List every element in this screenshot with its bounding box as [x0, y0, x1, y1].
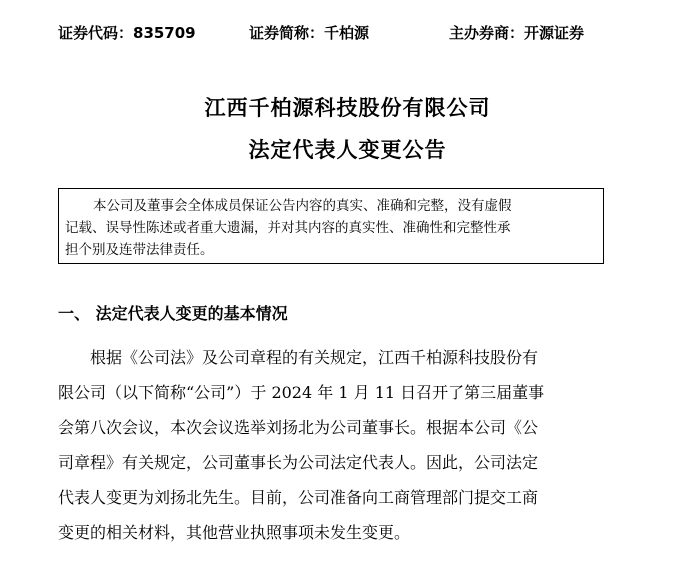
paragraph-line: 根据《公司法》及公司章程的有关规定，江西千柏源科技股份有	[90, 348, 539, 367]
paragraph-line: 限公司（以下简称“公司”）于 2024 年 1 月 11 日召开了第三届董事	[58, 383, 545, 402]
announcement-title: 法定代表人变更公告	[248, 138, 447, 162]
paragraph-line: 代表人变更为刘扬北先生。目前，公司准备向工商管理部门提交工商	[58, 488, 539, 507]
section-heading: 一、 法定代表人变更的基本情况	[58, 304, 288, 323]
document-header	[58, 18, 618, 46]
paragraph-line: 会第八次会议，本次会议选举刘扬北为公司董事长。根据本公司《公	[58, 418, 539, 437]
section-paragraph	[58, 340, 618, 550]
disclaimer-line: 担个别及连带法律责任。	[65, 242, 214, 258]
paragraph-line: 司章程》有关规定，公司董事长为公司法定代表人。因此，公司法定	[58, 453, 539, 472]
company-title: 江西千柏源科技股份有限公司	[204, 96, 491, 120]
disclaimer-line: 记载、误导性陈述或者重大遗漏，并对其内容的真实性、准确性和完整性承	[65, 220, 511, 236]
security-code: 证券代码：835709	[58, 24, 196, 42]
lead-broker: 主办券商：开源证券	[449, 24, 585, 42]
security-abbreviation: 证券简称：千柏源	[249, 24, 370, 42]
paragraph-line: 变更的相关材料，其他营业执照事项未发生变更。	[58, 523, 411, 542]
disclaimer-line: 本公司及董事会全体成员保证公告内容的真实、准确和完整，没有虚假	[93, 198, 512, 214]
disclaimer-box	[58, 188, 604, 264]
